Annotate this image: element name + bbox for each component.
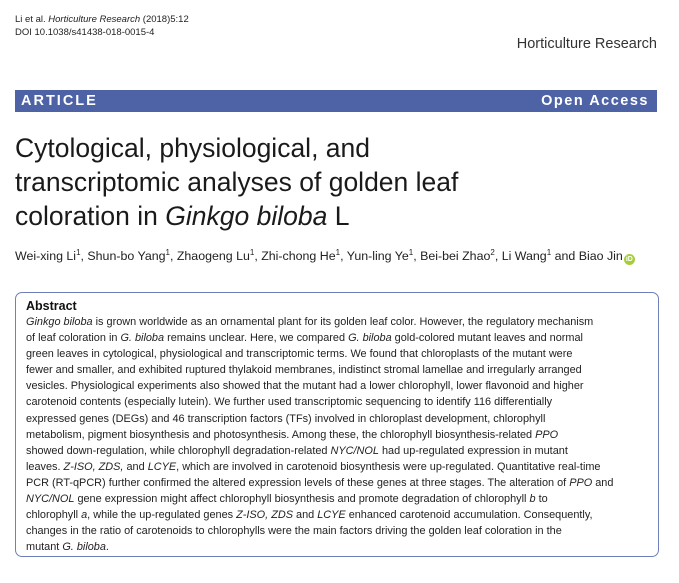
abstract-text: of leaf coloration in [26,332,121,345]
abstract-line [26,330,649,346]
article-banner [15,90,657,112]
author-name[interactable]: Zhaogeng Lu [176,249,250,263]
abstract-italic-term: PPO [535,428,559,441]
abstract-text: metabolism, pigment biosynthesis and photosynthesis. Among these, the chlorophyll biosynthesis-related [26,428,536,441]
title-line-3-suffix: L [327,201,350,231]
author-name[interactable]: Bei-bei Zhao [420,249,491,263]
abstract-text: fewer and smaller, and exhibited ruptured thylakoid membranes, indistinct stromal lamellae and irregularly arranged [26,364,582,377]
abstract-italic-term: Ginkgo biloba [26,316,93,328]
author-name[interactable]: Yun-ling Ye [346,249,409,263]
abstract-italic-term: Z-ISO, ZDS [236,509,293,522]
abstract-text: expressed genes (DEGs) and 46 transcription factors (TFs) involved in chloroplast development, chlorophyll [26,412,546,425]
abstract-line [26,362,649,378]
abstract-italic-term: NYC/NOL [330,444,379,457]
abstract-line [26,459,649,475]
abstract-text: , while the up-regulated genes [87,509,237,522]
author-affiliation: 1 [546,248,552,257]
abstract-italic-term: PPO [569,476,593,489]
abstract-text: carotenoid contents (especially lutein). We further used transcriptomic sequencing to identify 116 differentially [26,396,553,409]
doi: DOI 10.1038/s41438-018-0015-4 [15,27,155,38]
author-separator: , [80,249,88,263]
abstract-text: remains unclear. Here, we compared [164,332,349,345]
author-list [15,244,665,265]
citation-journal: Horticulture Research [48,14,141,25]
author-name[interactable]: Wei-xing Li [15,249,77,263]
abstract-line [26,443,649,459]
abstract-line [26,507,649,523]
abstract-text: gold-colored mutant leaves and normal [391,332,583,345]
journal-name: Horticulture Research [516,36,657,52]
author-affiliation: 1 [335,248,341,257]
abstract-line [26,314,649,330]
abstract-text: PCR (RT-qPCR) further confirmed the altered expression levels of these genes at three stages. The alteration of [26,476,570,489]
abstract-line [26,523,649,539]
title-line-1: Cytological, physiological, and [15,133,371,163]
abstract-body [26,314,649,555]
citation-authors: Li et al. [15,14,49,25]
abstract-italic-term: G. biloba [120,332,165,345]
abstract-text: is grown worldwide as an ornamental plant for its golden leaf color. However, the regulatory mechanism [92,316,594,328]
abstract-line [26,475,649,491]
abstract-line [26,378,649,394]
abstract-text: mutant [26,541,63,554]
author-name[interactable]: Zhi-chong He [261,249,336,263]
author-separator: and [551,249,579,263]
author-affiliation: 1 [165,248,170,257]
abstract-line [26,346,649,362]
abstract-line [26,427,649,443]
abstract-text: showed down-regulation, while chlorophyll degradation-related [26,444,331,457]
abstract-text: changes in the ratio of carotenoids to chlorophylls were the main factors driving the golden leaf coloration in the [26,525,562,538]
abstract-line [26,411,649,427]
title-line-3 [15,199,655,233]
author-affiliation: 2 [490,248,495,257]
abstract-text: vesicles. Physiological experiments also showed that the mutant had a lower chlorophyll, lower flavonoid and higher [26,380,584,393]
abstract-italic-term: G. biloba [62,541,106,554]
open-access-label: Open Access [541,93,649,109]
abstract-italic-term: LCYE [317,509,346,522]
article-type-label: ARTICLE [21,93,98,109]
abstract-box [15,292,659,557]
abstract-italic-term: b [529,493,536,506]
author-name[interactable]: Biao Jin [578,249,623,263]
abstract-text: and [292,509,318,522]
abstract-text: enhanced carotenoid accumulation. Consequently, [345,509,593,522]
author-separator: , [169,249,177,263]
abstract-line [26,539,649,555]
abstract-heading: Abstract [26,299,77,313]
title-line-3-prefix: coloration in [15,201,166,231]
author-affiliation: 1 [76,248,81,257]
abstract-italic-term: Z-ISO, ZDS, [63,460,124,473]
abstract-text: . [105,541,109,554]
abstract-text: green leaves in cytological, physiological and transcriptomic terms. We found that chloroplasts of the mutant were [26,348,573,361]
title-line-2: transcriptomic analyses of golden leaf [15,167,459,197]
abstract-text: gene expression might affect chlorophyll biosynthesis and promote degradation of chlorophyll [74,493,530,506]
author-separator: , [413,249,421,263]
author-separator: , [494,249,502,263]
abstract-text: and [123,460,148,473]
abstract-line [26,394,649,410]
citation-year: (2018)5:12 [140,14,189,25]
abstract-text: chlorophyll [26,509,82,522]
orcid-icon[interactable]: iD [625,256,633,263]
abstract-text: to [535,493,548,506]
abstract-italic-term: a [81,509,88,522]
abstract-text: had up-regulated expression in mutant [378,444,568,457]
author-separator: , [340,249,347,263]
author-name[interactable]: Shun-bo Yang [87,249,166,263]
abstract-line [26,491,649,507]
title-species: Ginkgo biloba [165,201,328,231]
abstract-text: and [592,476,614,489]
author-affiliation: 1 [408,248,414,257]
abstract-italic-term: LCYE [147,460,177,473]
abstract-text: leaves. [26,460,64,473]
citation-block [15,13,189,39]
citation-line [15,13,189,26]
paper-title [15,131,655,233]
author-affiliation: 1 [249,248,255,257]
author-separator: , [254,249,262,263]
abstract-italic-term: NYC/NOL [26,493,75,506]
abstract-italic-term: G. biloba [348,332,392,345]
abstract-text: , which are involved in carotenoid biosynthesis were up-regulated. Quantitative real-time [176,460,601,473]
author-name[interactable]: Li Wang [501,249,547,263]
